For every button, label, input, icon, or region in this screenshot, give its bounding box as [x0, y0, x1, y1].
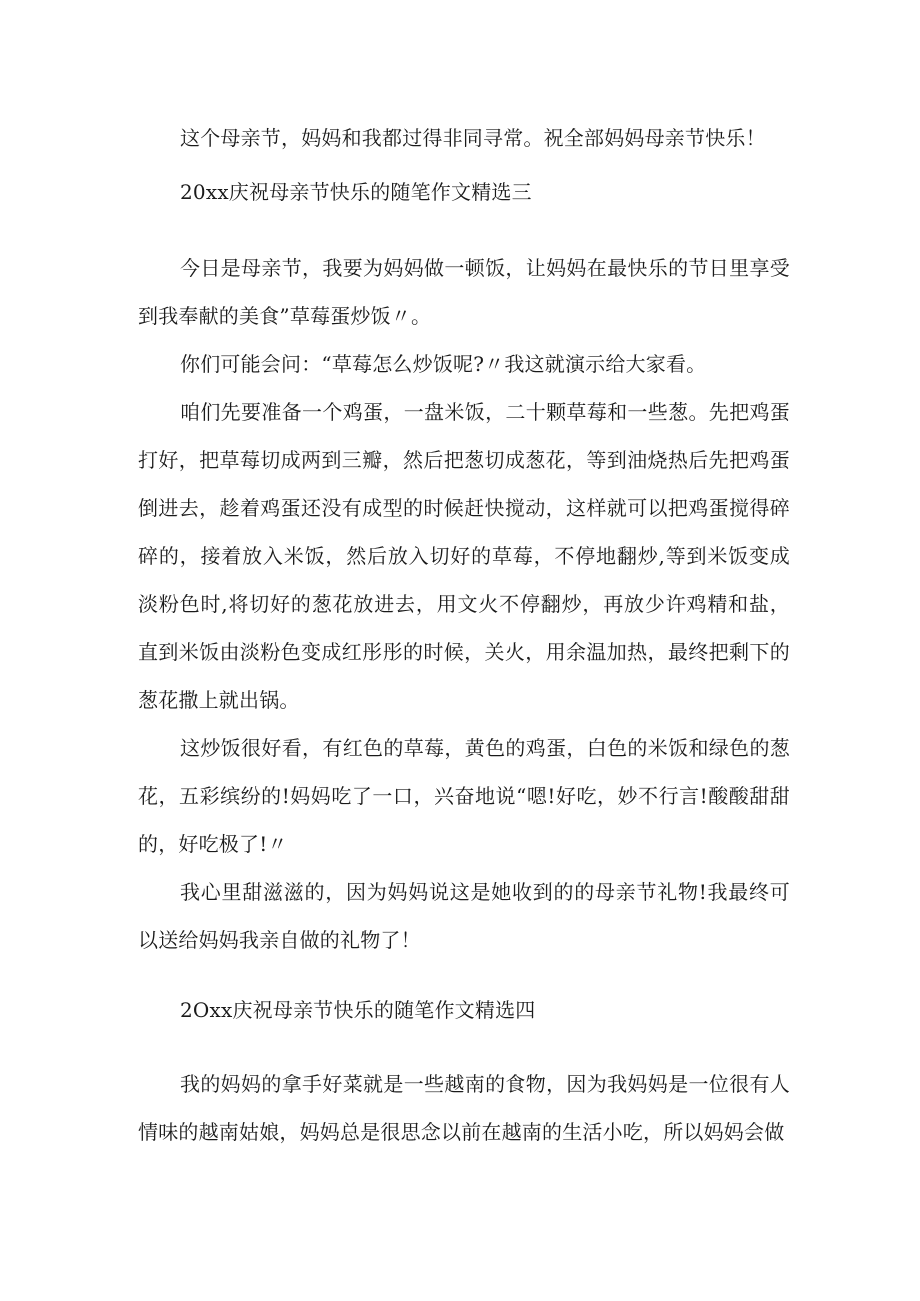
- paragraph-feeling: 我心里甜滋滋的，因为妈妈说这是她收到的的母亲节礼物!我最终可以送给妈妈我亲自做的礼物了！: [138, 880, 790, 952]
- paragraph-tasting: 这炒饭很好看，有红色的草莓，黄色的鸡蛋，白色的米饭和绿色的葱花，五彩缤纷的!妈妈吃了一口，兴奋地说“嗯!好吃，妙不行言!酸酸甜甜的，好吃极了!〃: [138, 736, 790, 856]
- paragraph-intro: 今日是母亲节，我要为妈妈做一顿饭，让妈妈在最快乐的节日里享受到我奉献的美食”草莓蛋炒饭〃。: [138, 256, 790, 328]
- paragraph-closing-wish: 这个母亲节，妈妈和我都过得非同寻常。祝全部妈妈母亲节快乐！: [180, 126, 766, 150]
- paragraph-vietnam: 我的妈妈的拿手好菜就是一些越南的食物，因为我妈妈是一位很有人情味的越南姑娘，妈妈总是很思念以前在越南的生活小吃，所以妈妈会做: [138, 1072, 790, 1144]
- section-heading-three: 20xx庆祝母亲节快乐的随笔作文精选三: [180, 180, 532, 204]
- paragraph-recipe: 咱们先要准备一个鸡蛋，一盘米饭，二十颗草莓和一些葱。先把鸡蛋打好，把草莓切成两到三瓣，然后把葱切成葱花，等到油烧热后先把鸡蛋倒进去，趁着鸡蛋还没有成型的时候赶快搅动，这样就可以把鸡蛋搅得碎碎的，接着放入米饭，然后放入切好的草莓，不停地翻炒,等到米饭变成淡粉色时,将切好的葱花放进去，用文火不停翻炒，再放少许鸡精和盐，直到米饭由淡粉色变成红彤彤的时候，关火，用余温加热，最终把剩下的葱花撒上就出锅。: [138, 400, 790, 712]
- paragraph-question: 你们可能会问：“草莓怎么炒饭呢?〃我这就演示给大家看。: [180, 352, 707, 376]
- section-heading-four: 2Oxx庆祝母亲节快乐的随笔作文精选四: [180, 998, 536, 1022]
